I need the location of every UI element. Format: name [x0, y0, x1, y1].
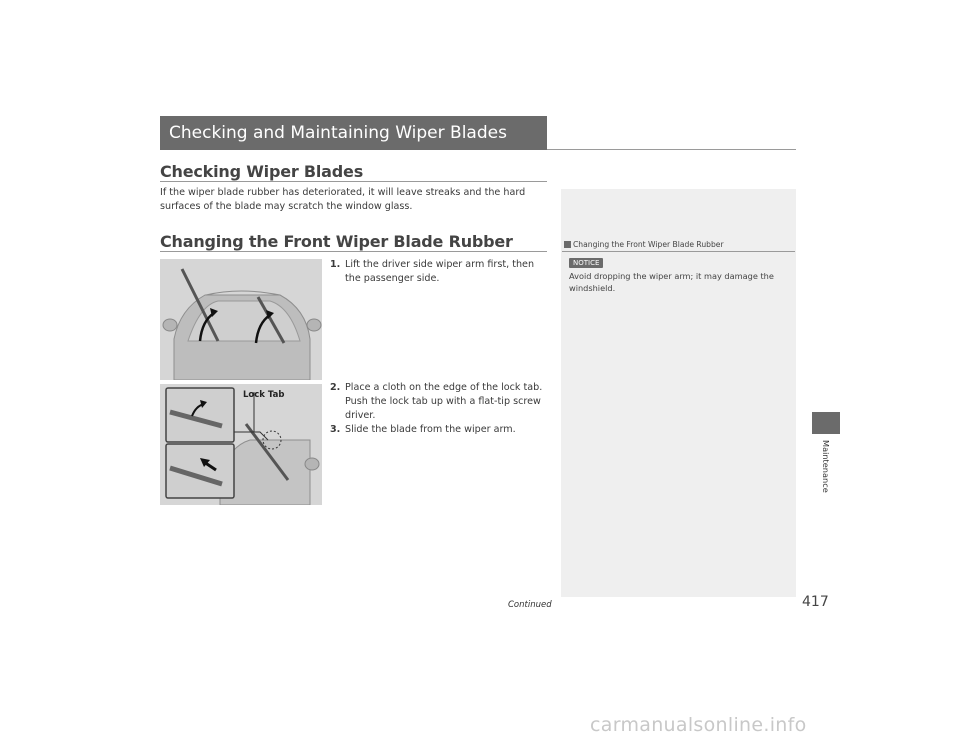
step-number: 2.	[330, 382, 341, 393]
step-2	[330, 381, 550, 423]
title-rule	[547, 149, 796, 150]
step-text: Lift the driver side wiper arm first, then the passenger side.	[345, 259, 535, 284]
sidebar-notice-text: Avoid dropping the wiper arm; it may damage the windshield.	[569, 271, 774, 293]
figure-lift-wiper-arms	[160, 259, 322, 380]
page-number: 417	[802, 594, 829, 610]
heading-changing-blade-rubber: Changing the Front Wiper Blade Rubber	[160, 232, 513, 251]
step-text: Place a cloth on the edge of the lock tab. Push the lock tab up with a flat-tip screw driver.	[345, 382, 543, 421]
section-title: Checking and Maintaining Wiper Blades	[160, 116, 547, 150]
step-3	[330, 423, 550, 437]
step-1	[330, 258, 550, 286]
heading-checking-wiper-blades: Checking Wiper Blades	[160, 162, 364, 181]
reference-mark-icon	[564, 241, 571, 248]
chapter-tab-marker	[812, 412, 840, 434]
step-text: Slide the blade from the wiper arm.	[345, 424, 516, 435]
figure-lock-tab	[160, 384, 322, 505]
step-number: 3.	[330, 424, 341, 435]
checking-paragraph: If the wiper blade rubber has deteriorated, it will leave streaks and the hard surfaces of the blade may scratch the window glass.	[160, 187, 526, 212]
sidebar-title	[564, 240, 724, 249]
watermark: carmanualsonline.info	[590, 714, 807, 736]
sidebar-title-text: Changing the Front Wiper Blade Rubber	[573, 240, 724, 249]
continued-label: Continued	[508, 600, 552, 610]
chapter-tab-label: Maintenance	[821, 440, 831, 493]
notice-badge: NOTICE	[569, 258, 603, 268]
step-number: 1.	[330, 259, 341, 270]
sidebar-rule	[562, 251, 795, 252]
heading-rule	[160, 181, 547, 182]
lock-tab-label: Lock Tab	[243, 390, 285, 400]
heading-rule	[160, 251, 547, 252]
